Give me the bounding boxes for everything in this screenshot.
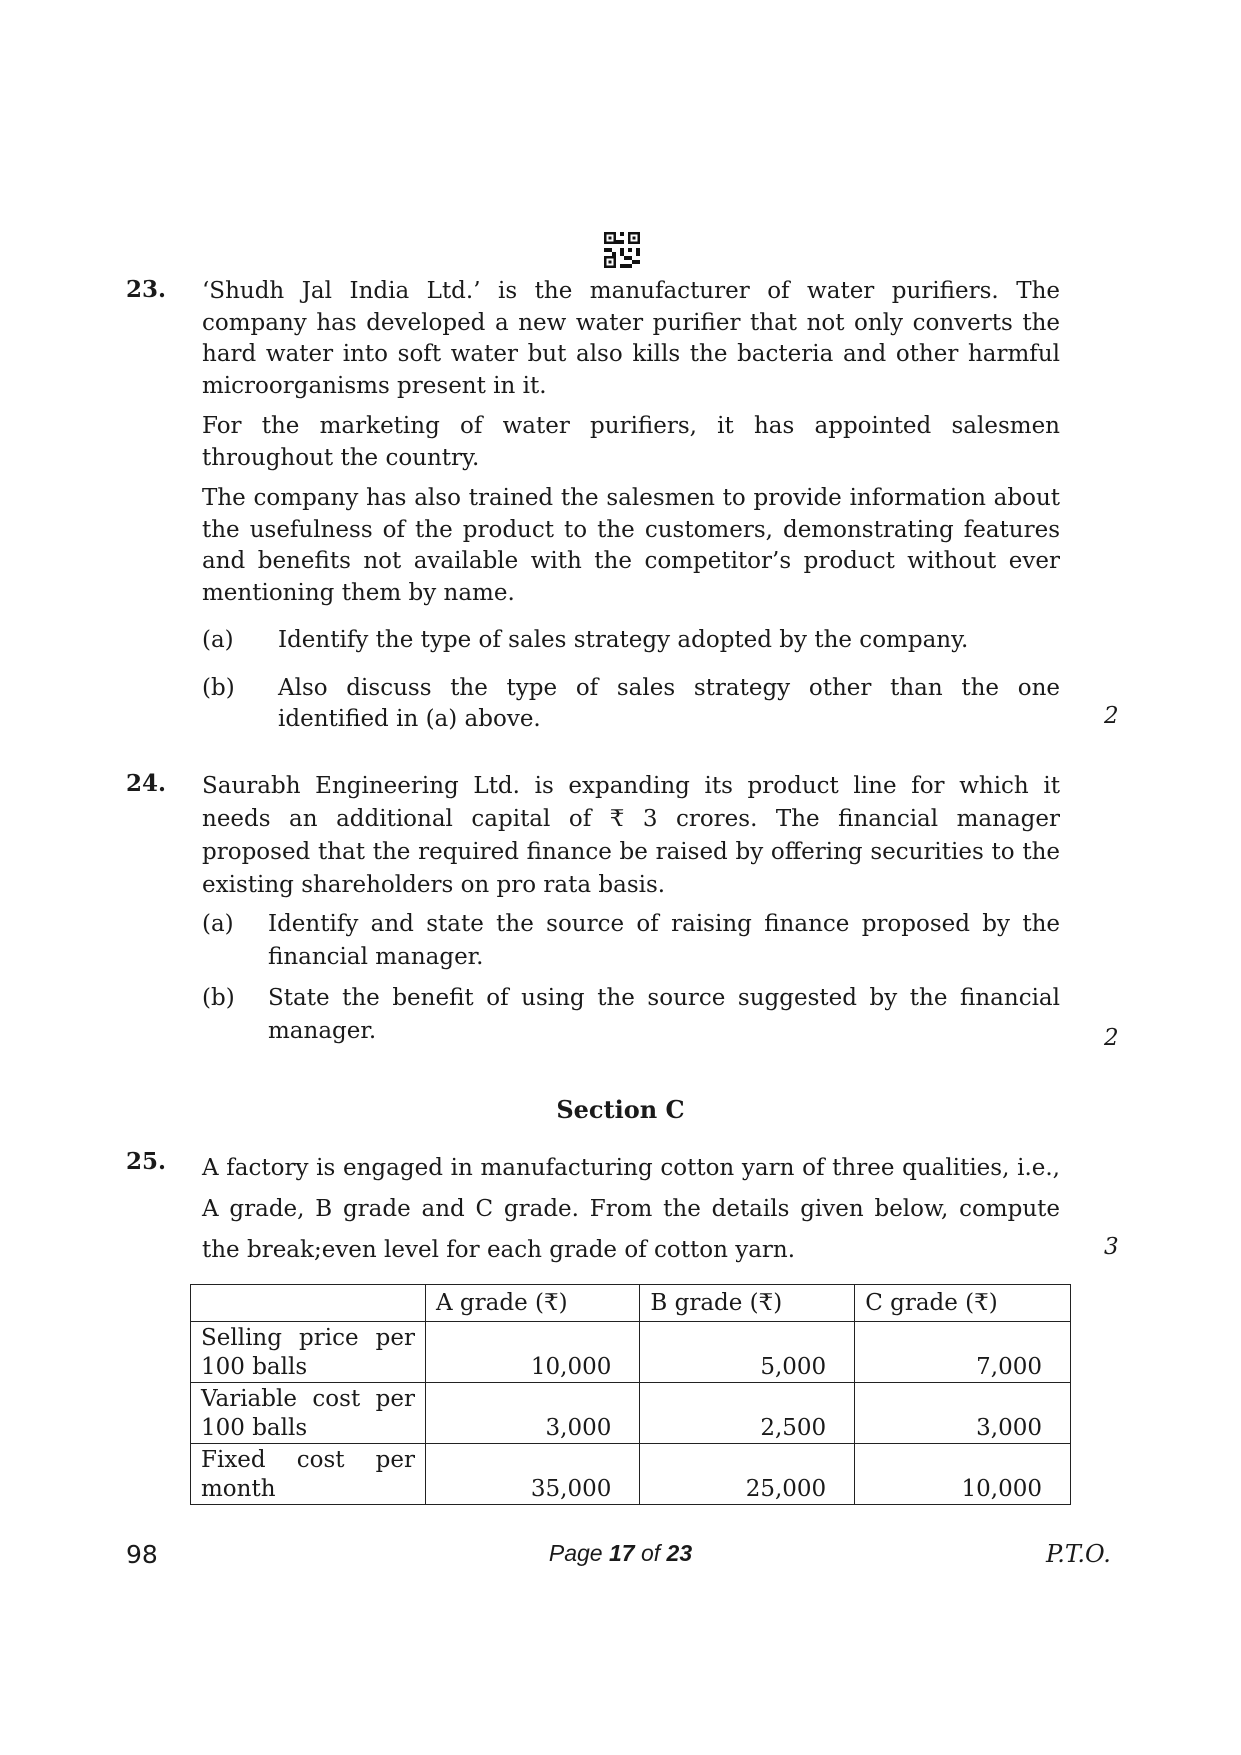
page-of: of bbox=[640, 1540, 661, 1566]
table-header-cell bbox=[191, 1285, 426, 1322]
question-body bbox=[202, 770, 1060, 1048]
row-label: Fixed cost per month bbox=[191, 1444, 426, 1505]
marks-q24: 2 bbox=[1104, 1025, 1119, 1051]
table-cell: 2,500 bbox=[640, 1383, 855, 1444]
question-number: 25. bbox=[126, 1148, 167, 1175]
part-text: Identify the type of sales strategy adopted by the company. bbox=[278, 627, 969, 653]
table-cell: 25,000 bbox=[640, 1444, 855, 1505]
question-part-b bbox=[202, 982, 1060, 1048]
question-part-a bbox=[202, 908, 1060, 974]
question-paragraph: ‘Shudh Jal India Ltd.’ is the manufacturer of water purifiers. The company has developed a new water purifier that not only converts the hard water into soft water but also kills the bacteria and other harmful microorganisms present in it. bbox=[202, 278, 1060, 399]
table-header-cell: B grade (₹) bbox=[640, 1285, 855, 1322]
part-label: (b) bbox=[202, 985, 235, 1011]
row-label: Variable cost per 100 balls bbox=[191, 1383, 426, 1444]
table-cell: 5,000 bbox=[640, 1322, 855, 1383]
question-paragraph: Saurabh Engineering Ltd. is expanding its product line for which it needs an additional capital of ₹ 3 crores. The financial manager proposed that the required finance be raised by offering securities to the existing shareholders on pro rata basis. bbox=[202, 773, 1060, 898]
question-number: 23. bbox=[126, 276, 167, 303]
part-label: (a) bbox=[202, 911, 234, 937]
table-cell: 35,000 bbox=[426, 1444, 640, 1505]
row-label: Selling price per 100 balls bbox=[191, 1322, 426, 1383]
question-paragraph: For the marketing of water purifiers, it has appointed salesmen throughout the country. bbox=[202, 413, 1060, 471]
page-current: 17 bbox=[608, 1540, 635, 1566]
cost-table bbox=[190, 1284, 1071, 1505]
part-text: Identify and state the source of raising finance proposed by the financial manager. bbox=[268, 911, 1060, 970]
table-header-cell: C grade (₹) bbox=[855, 1285, 1071, 1322]
table-row bbox=[191, 1444, 1071, 1505]
question-body: A factory is engaged in manufacturing cotton yarn of three qualities, i.e., A grade, B grade and C grade. From the details given below, compute the break;even level for each grade of cotton yarn. bbox=[202, 1155, 1060, 1263]
table-row bbox=[191, 1322, 1071, 1383]
part-text: Also discuss the type of sales strategy other than the one identified in (a) above. bbox=[278, 674, 1060, 732]
question-part-b bbox=[202, 673, 1060, 736]
table-header-row bbox=[191, 1285, 1071, 1322]
question-paragraph: The company has also trained the salesmen to provide information about the usefulness of the product to the customers, demonstrating features and benefits not available with the competitor’s product without ever mentioning them by name. bbox=[202, 485, 1060, 606]
table-header-cell: A grade (₹) bbox=[426, 1285, 640, 1322]
table-cell: 10,000 bbox=[426, 1322, 640, 1383]
question-body bbox=[202, 276, 1060, 736]
paper-code: 98 bbox=[126, 1540, 158, 1569]
section-title: Section C bbox=[556, 1095, 685, 1124]
part-label: (b) bbox=[202, 674, 235, 701]
question-part-a bbox=[202, 625, 1060, 657]
table-row bbox=[191, 1383, 1071, 1444]
part-label: (a) bbox=[202, 627, 234, 653]
question-number: 24. bbox=[126, 770, 167, 797]
table-cell: 3,000 bbox=[426, 1383, 640, 1444]
marks-q23: 2 bbox=[1104, 703, 1119, 729]
table-cell: 3,000 bbox=[855, 1383, 1071, 1444]
marks-q25: 3 bbox=[1104, 1234, 1119, 1260]
table-cell: 7,000 bbox=[855, 1322, 1071, 1383]
part-text: State the benefit of using the source suggested by the financial manager. bbox=[268, 985, 1060, 1044]
page-total: 23 bbox=[666, 1540, 693, 1566]
table-cell: 10,000 bbox=[855, 1444, 1071, 1505]
qr-code-icon bbox=[604, 232, 640, 268]
page-word: Page bbox=[548, 1540, 603, 1566]
pto-label: P.T.O. bbox=[1046, 1540, 1111, 1568]
